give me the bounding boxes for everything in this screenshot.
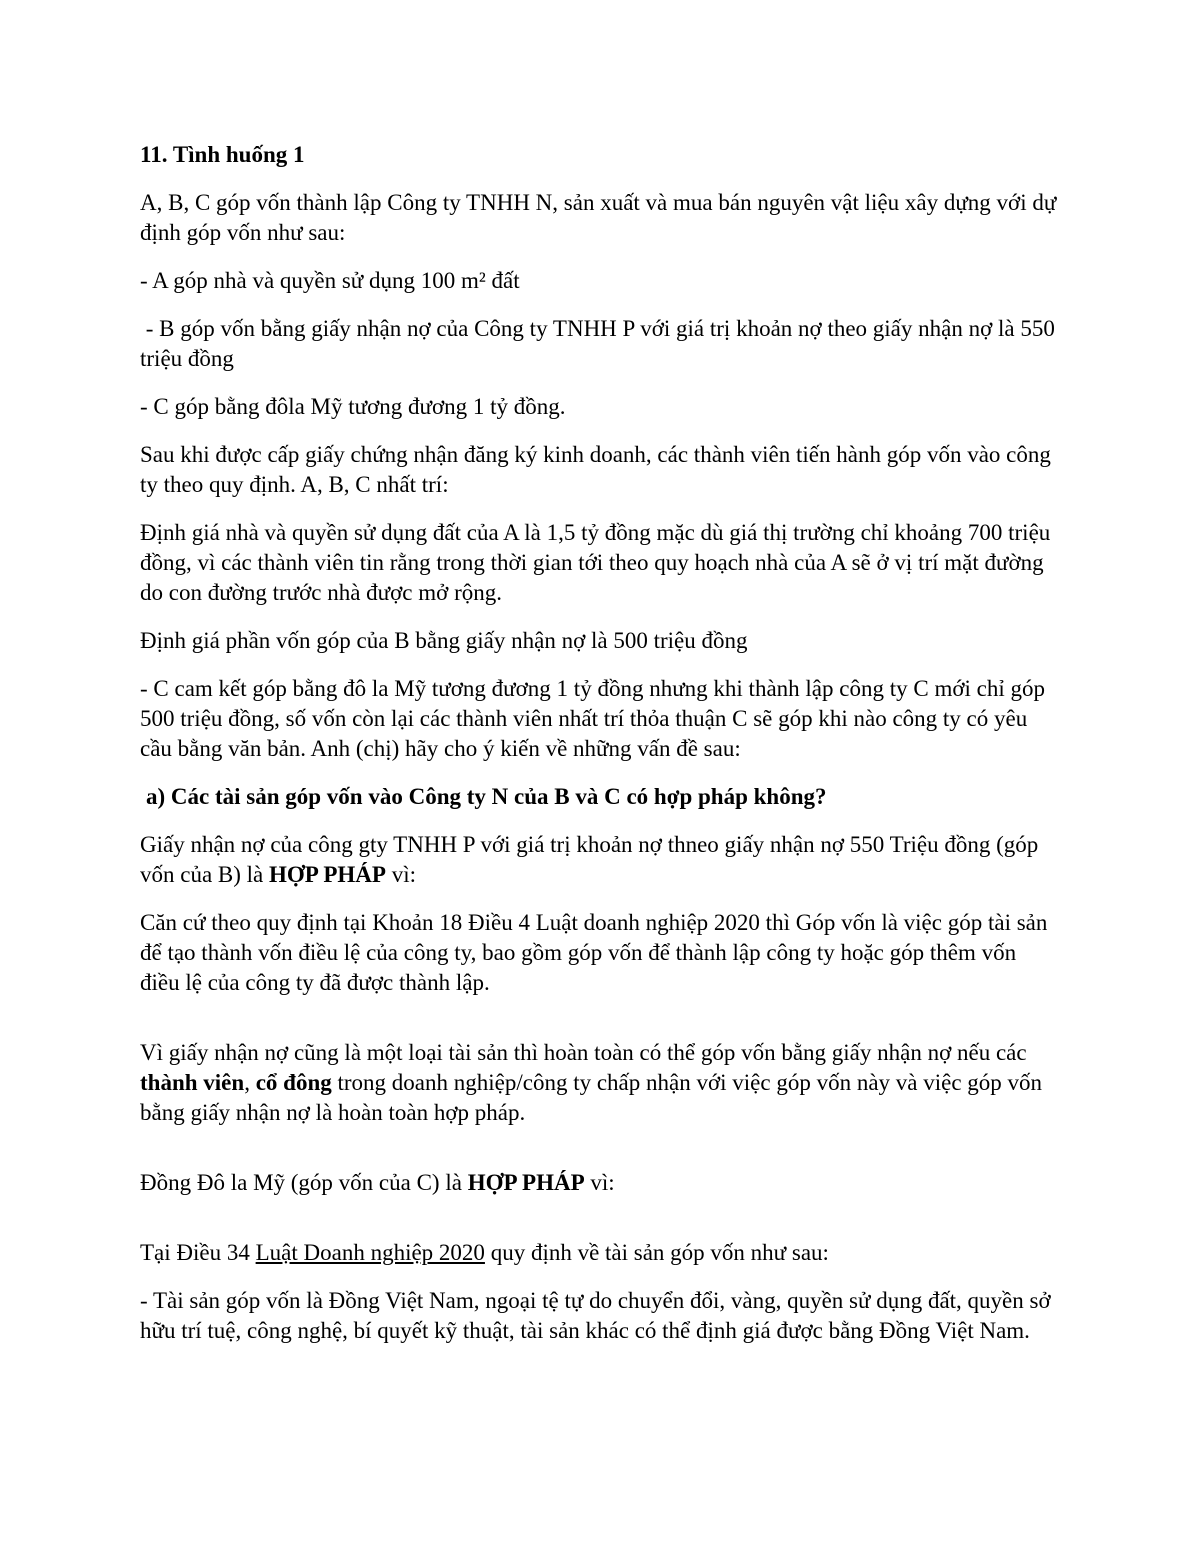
legal-basis-paragraph: Căn cứ theo quy định tại Khoản 18 Điều 4 Luật doanh nghiệp 2020 thì Góp vốn là việc góp tài sản để tạo thành vốn điều lệ của công ty, bao gồm góp vốn để thành lập công ty hoặc góp thêm vốn điều lệ của công ty đã được thành lập. (140, 910, 1048, 995)
contribution-b: - B góp vốn bằng giấy nhận nợ của Công ty TNHH P với giá trị khoản nợ theo giấy nhận nợ là 550 triệu đồng (140, 316, 1061, 371)
reasoning-text: Vì giấy nhận nợ cũng là một loại tài sản thì hoàn toàn có thể góp vốn bằng giấy nhận nợ nếu các (140, 1040, 1027, 1065)
valuation-b-paragraph: Định giá phần vốn góp của B bằng giấy nhận nợ là 500 triệu đồng (140, 628, 748, 653)
after-certificate-paragraph: Sau khi được cấp giấy chứng nhận đăng ký kinh doanh, các thành viên tiến hành góp vốn vào công ty theo quy định. A, B, C nhất trí: (140, 442, 1051, 497)
answer-b-tail: vì: (385, 862, 416, 887)
answer-c-tail: vì: (584, 1170, 615, 1195)
answer-c-text: Đồng Đô la Mỹ (góp vốn của C) là (140, 1170, 468, 1195)
valuation-a-paragraph: Định giá nhà và quyền sử dụng đất của A là 1,5 tỷ đồng mặc dù giá thị trường chỉ khoảng 700 triệu đồng, vì các thành viên tin rằng trong thời gian tới theo quy hoạch nhà của A sẽ ở vị trí mặt đường do con đường trước nhà được mở rộng. (140, 520, 1051, 605)
article-34-paragraph (140, 1238, 1060, 1268)
contribution-c: - C góp bằng đôla Mỹ tương đương 1 tỷ đồng. (140, 394, 566, 419)
reasoning-bold-members: thành viên (140, 1070, 245, 1095)
contribution-a: - A góp nhà và quyền sử dụng 100 m² đất (140, 268, 520, 293)
article-34-text: Tại Điều 34 (140, 1240, 256, 1265)
enterprise-law-link[interactable]: Luật Doanh nghiệp 2020 (255, 1240, 485, 1265)
reasoning-paragraph (140, 1038, 1060, 1128)
reasoning-tail: trong doanh nghiệp/công ty chấp nhận với việc góp vốn này và việc góp vốn bằng giấy nhận nợ là hoàn toàn hợp pháp. (140, 1070, 1043, 1125)
document-page (140, 140, 1060, 1364)
intro-paragraph: A, B, C góp vốn thành lập Công ty TNHH N, sản xuất và mua bán nguyên vật liệu xây dựng với dự định góp vốn như sau: (140, 190, 1057, 245)
commitment-c-paragraph: - C cam kết góp bằng đô la Mỹ tương đương 1 tỷ đồng nhưng khi thành lập công ty C mới chỉ góp 500 triệu đồng, số vốn còn lại các thành viên nhất trí thỏa thuận C sẽ góp khi nào công ty có yêu cầu bằng văn bản. Anh (chị) hãy cho ý kiến về những vấn đề sau: (140, 676, 1045, 761)
answer-b-text: Giấy nhận nợ của công gty TNHH P với giá trị khoản nợ thneo giấy nhận nợ 550 Triệu đồng (góp vốn của B) là (140, 832, 1039, 887)
question-a: a) Các tài sản góp vốn vào Công ty N của B và C có hợp pháp không? (146, 784, 827, 809)
article-34-tail: quy định về tài sản góp vốn như sau: (484, 1240, 829, 1265)
answer-c-paragraph (140, 1168, 1060, 1198)
reasoning-comma: , (244, 1070, 256, 1095)
answer-b-paragraph (140, 830, 1060, 890)
answer-b-verdict: HỢP PHÁP (269, 862, 386, 887)
assets-paragraph: - Tài sản góp vốn là Đồng Việt Nam, ngoại tệ tự do chuyển đổi, vàng, quyền sử dụng đất, quyền sở hữu trí tuệ, công nghệ, bí quyết kỹ thuật, tài sản khác có thể định giá được bằng Đồng Việt Nam. (140, 1288, 1051, 1343)
answer-c-verdict: HỢP PHÁP (467, 1170, 585, 1195)
reasoning-bold-shareholders: cổ đông (255, 1070, 332, 1095)
section-title: 11. Tình huống 1 (140, 142, 305, 167)
